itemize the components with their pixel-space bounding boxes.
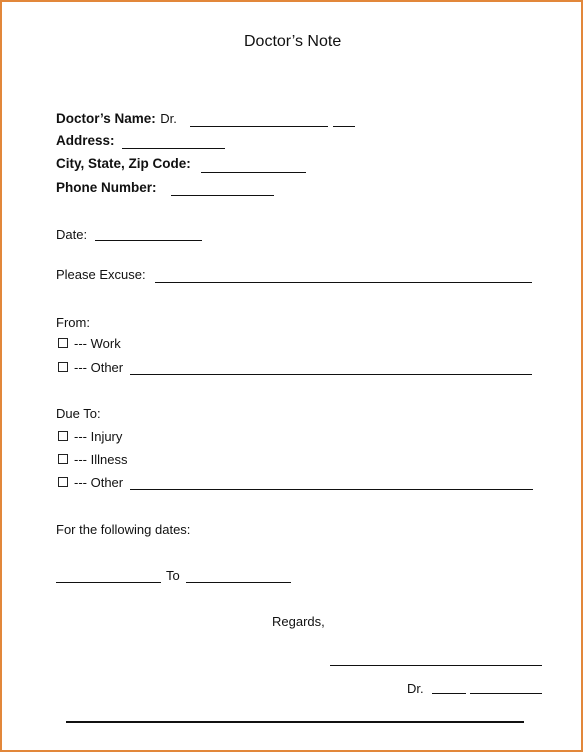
doctor-prefix: Dr. (160, 111, 177, 126)
bottom-rule (66, 721, 524, 723)
from-work-checkbox[interactable] (58, 338, 68, 348)
from-heading: From: (56, 315, 90, 330)
signature-name-field-2[interactable] (470, 693, 542, 694)
address-field[interactable] (122, 148, 225, 149)
page-title: Doctor’s Note (244, 33, 342, 50)
following-dates-label: For the following dates: (56, 522, 191, 537)
from-work-label: --- Work (74, 336, 121, 351)
due-to-other-checkbox[interactable] (58, 477, 68, 487)
due-to-other-label: --- Other (74, 475, 124, 490)
to-label: To (166, 568, 180, 583)
due-to-other-field[interactable] (130, 489, 533, 490)
doctor-name-row (56, 110, 177, 128)
start-date-field[interactable] (56, 582, 161, 583)
signature-line[interactable] (330, 665, 542, 666)
excuse-field[interactable] (155, 282, 532, 283)
from-other-label: --- Other (74, 360, 124, 375)
due-to-illness-checkbox[interactable] (58, 454, 68, 464)
doctor-name-label: Doctor’s Name: (56, 111, 156, 126)
date-label: Date: (56, 227, 88, 242)
regards-text: Regards, (272, 614, 325, 629)
due-to-heading: Due To: (56, 406, 101, 421)
doctor-name-field-1[interactable] (190, 126, 328, 127)
address-label: Address: (56, 133, 115, 148)
date-field[interactable] (95, 240, 202, 241)
due-to-injury-checkbox[interactable] (58, 431, 68, 441)
phone-number-label: Phone Number: (56, 180, 157, 195)
signature-prefix: Dr. (407, 681, 424, 696)
signature-name-field-1[interactable] (432, 693, 466, 694)
phone-number-field[interactable] (171, 195, 274, 196)
excuse-label: Please Excuse: (56, 267, 146, 282)
end-date-field[interactable] (186, 582, 291, 583)
due-to-illness-label: --- Illness (74, 452, 128, 467)
city-state-zip-field[interactable] (201, 172, 306, 173)
from-other-field[interactable] (130, 374, 532, 375)
due-to-injury-label: --- Injury (74, 429, 123, 444)
city-state-zip-label: City, State, Zip Code: (56, 156, 191, 171)
from-other-checkbox[interactable] (58, 362, 68, 372)
doctor-name-field-2[interactable] (333, 126, 355, 127)
